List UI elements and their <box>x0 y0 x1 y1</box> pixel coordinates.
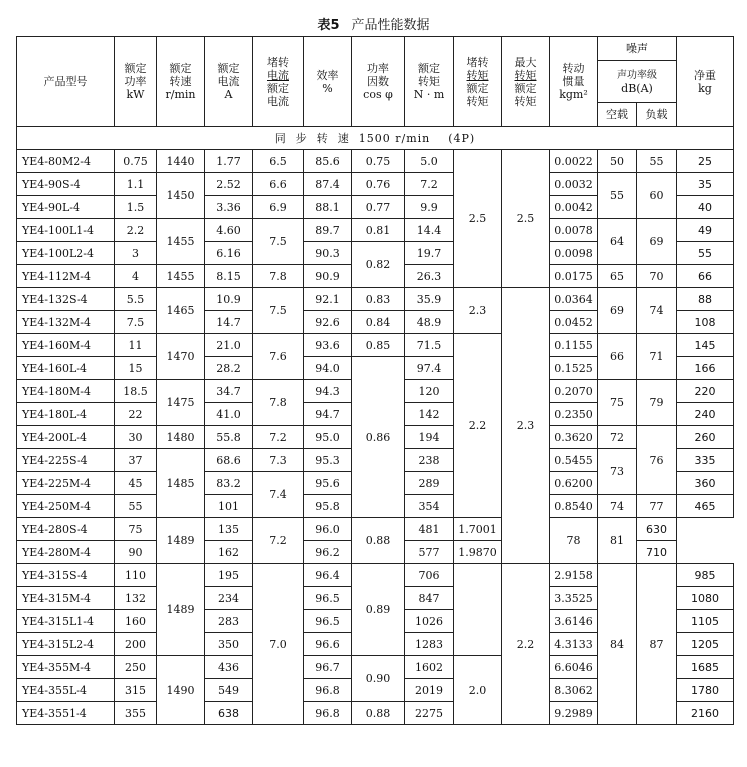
cell-speed: 1480 <box>157 426 205 449</box>
cell-inertia: 1.9870 <box>454 541 502 564</box>
cell-inertia: 6.6046 <box>550 656 598 679</box>
cell-model: YE4-160M-4 <box>17 334 115 357</box>
cell-inertia: 0.1525 <box>550 357 598 380</box>
cell-weight: 1205 <box>677 633 734 656</box>
cell-weight: 55 <box>677 242 734 265</box>
cell-inertia: 0.0364 <box>550 288 598 311</box>
cell-power: 37 <box>115 449 157 472</box>
table-row <box>17 288 734 311</box>
cell-inertia: 0.2070 <box>550 380 598 403</box>
cell-model: YE4-355M-4 <box>17 656 115 679</box>
cell-weight: 1080 <box>677 587 734 610</box>
cell-torque: 577 <box>405 541 454 564</box>
cell-efficiency: 92.1 <box>304 288 352 311</box>
cell-noise-load: 74 <box>637 288 677 334</box>
cell-noise-idle: 78 <box>550 518 598 564</box>
cell-current: 14.7 <box>205 311 253 334</box>
cell-inertia: 0.0098 <box>550 242 598 265</box>
cell-model: YE4-100L2-4 <box>17 242 115 265</box>
cell-efficiency: 96.0 <box>304 518 352 541</box>
cell-efficiency: 96.4 <box>304 564 352 587</box>
cell-weight: 25 <box>677 150 734 173</box>
cell-inertia: 9.2989 <box>550 702 598 725</box>
cell-inertia: 0.5455 <box>550 449 598 472</box>
cell-weight: 220 <box>677 380 734 403</box>
cell-weight: 49 <box>677 219 734 242</box>
header-inertia: 转动 惯量 kgm² <box>550 37 598 127</box>
cell-locked-current: 6.5 <box>253 150 304 173</box>
cell-current: 34.7 <box>205 380 253 403</box>
cell-weight: 108 <box>677 311 734 334</box>
cell-inertia: 0.0175 <box>550 265 598 288</box>
cell-speed: 1490 <box>157 656 205 725</box>
cell-inertia: 0.0032 <box>550 173 598 196</box>
cell-locked-current: 7.5 <box>253 219 304 265</box>
cell-inertia: 0.6200 <box>550 472 598 495</box>
cell-power-factor: 0.89 <box>352 564 405 656</box>
cell-current: 83.2 <box>205 472 253 495</box>
cell-noise-idle: 84 <box>598 564 637 725</box>
cell-weight: 35 <box>677 173 734 196</box>
cell-torque: 289 <box>405 472 454 495</box>
cell-current: 101 <box>205 495 253 518</box>
cell-efficiency: 85.6 <box>304 150 352 173</box>
cell-current: 195 <box>205 564 253 587</box>
cell-efficiency: 96.2 <box>304 541 352 564</box>
cell-torque: 142 <box>405 403 454 426</box>
cell-model: YE4-315S-4 <box>17 564 115 587</box>
cell-current: 4.60 <box>205 219 253 242</box>
header-power-factor: 功率 因数 cos φ <box>352 37 405 127</box>
cell-locked-torque <box>454 564 502 656</box>
cell-efficiency: 96.6 <box>304 633 352 656</box>
cell-locked-current: 7.2 <box>253 518 304 564</box>
cell-model: YE4-280S-4 <box>17 518 115 541</box>
cell-model: YE4-132S-4 <box>17 288 115 311</box>
cell-speed: 1455 <box>157 219 205 265</box>
cell-locked-current: 7.0 <box>253 564 304 725</box>
cell-efficiency: 95.8 <box>304 495 352 518</box>
cell-torque: 481 <box>405 518 454 541</box>
cell-speed: 1485 <box>157 449 205 518</box>
cell-torque: 14.4 <box>405 219 454 242</box>
cell-weight: 1780 <box>677 679 734 702</box>
header-torque: 额定 转矩 N · m <box>405 37 454 127</box>
cell-weight: 240 <box>677 403 734 426</box>
cell-model: YE4-315L1-4 <box>17 610 115 633</box>
cell-current: 1.77 <box>205 150 253 173</box>
header-model: 产品型号 <box>17 37 115 127</box>
cell-speed: 1440 <box>157 150 205 173</box>
cell-power-factor: 0.84 <box>352 311 405 334</box>
cell-power: 2.2 <box>115 219 157 242</box>
cell-max-torque: 2.2 <box>502 564 550 725</box>
cell-locked-current: 7.5 <box>253 288 304 334</box>
cell-power-factor: 0.81 <box>352 219 405 242</box>
cell-model: YE4-315L2-4 <box>17 633 115 656</box>
cell-inertia: 3.3525 <box>550 587 598 610</box>
cell-noise-load: 69 <box>637 219 677 265</box>
cell-model: YE4-100L1-4 <box>17 219 115 242</box>
cell-torque: 120 <box>405 380 454 403</box>
cell-locked-torque: 2.5 <box>454 150 502 288</box>
cell-efficiency: 96.8 <box>304 702 352 725</box>
cell-weight: 335 <box>677 449 734 472</box>
cell-current: 55.8 <box>205 426 253 449</box>
table-row <box>17 518 734 541</box>
cell-power: 132 <box>115 587 157 610</box>
header-noise-idle: 空载 <box>598 103 637 127</box>
header-locked-torque: 堵转 转矩 额定 转矩 <box>454 37 502 127</box>
cell-model: YE4-3551-4 <box>17 702 115 725</box>
cell-weight: 260 <box>677 426 734 449</box>
cell-weight: 66 <box>677 265 734 288</box>
cell-inertia: 3.6146 <box>550 610 598 633</box>
cell-efficiency: 96.5 <box>304 610 352 633</box>
cell-model: YE4-225S-4 <box>17 449 115 472</box>
header-weight: 净重 kg <box>677 37 734 127</box>
cell-current: 135 <box>205 518 253 541</box>
cell-noise-idle: 75 <box>598 380 637 426</box>
cell-inertia: 0.1155 <box>550 334 598 357</box>
cell-power: 18.5 <box>115 380 157 403</box>
cell-power-factor: 0.85 <box>352 334 405 357</box>
table-row <box>17 173 734 196</box>
cell-locked-current: 7.8 <box>253 265 304 288</box>
cell-inertia: 0.0042 <box>550 196 598 219</box>
header-power: 额定 功率 kW <box>115 37 157 127</box>
cell-model: YE4-200L-4 <box>17 426 115 449</box>
cell-torque: 1602 <box>405 656 454 679</box>
cell-efficiency: 87.4 <box>304 173 352 196</box>
cell-model: YE4-90S-4 <box>17 173 115 196</box>
cell-weight: 2160 <box>677 702 734 725</box>
cell-efficiency: 95.0 <box>304 426 352 449</box>
cell-current: 41.0 <box>205 403 253 426</box>
header-efficiency: 效率 % <box>304 37 352 127</box>
cell-torque: 97.4 <box>405 357 454 380</box>
cell-efficiency: 88.1 <box>304 196 352 219</box>
cell-efficiency: 92.6 <box>304 311 352 334</box>
table-row <box>17 564 734 587</box>
cell-model: YE4-112M-4 <box>17 265 115 288</box>
cell-torque: 847 <box>405 587 454 610</box>
cell-power-factor: 0.90 <box>352 656 405 702</box>
cell-speed: 1450 <box>157 173 205 219</box>
cell-torque: 238 <box>405 449 454 472</box>
cell-inertia: 2.9158 <box>550 564 598 587</box>
cell-power-factor: 0.88 <box>352 702 405 725</box>
cell-model: YE4-180L-4 <box>17 403 115 426</box>
cell-model: YE4-250M-4 <box>17 495 115 518</box>
cell-weight: 985 <box>677 564 734 587</box>
cell-efficiency: 95.6 <box>304 472 352 495</box>
performance-table <box>16 36 734 725</box>
cell-efficiency: 94.3 <box>304 380 352 403</box>
cell-speed: 1465 <box>157 288 205 334</box>
cell-weight: 1105 <box>677 610 734 633</box>
cell-torque: 7.2 <box>405 173 454 196</box>
cell-efficiency: 89.7 <box>304 219 352 242</box>
cell-power: 110 <box>115 564 157 587</box>
cell-efficiency: 95.3 <box>304 449 352 472</box>
cell-efficiency: 90.9 <box>304 265 352 288</box>
cell-max-torque: 2.3 <box>502 288 550 564</box>
cell-noise-load: 87 <box>637 564 677 725</box>
cell-power: 315 <box>115 679 157 702</box>
cell-weight: 88 <box>677 288 734 311</box>
cell-model: YE4-80M2-4 <box>17 150 115 173</box>
cell-weight: 1685 <box>677 656 734 679</box>
cell-weight: 630 <box>637 518 677 541</box>
cell-speed: 1489 <box>157 518 205 564</box>
table-caption <box>0 14 747 33</box>
cell-weight: 145 <box>677 334 734 357</box>
cell-torque: 5.0 <box>405 150 454 173</box>
cell-model: YE4-315M-4 <box>17 587 115 610</box>
cell-current: 6.16 <box>205 242 253 265</box>
cell-power-factor: 0.82 <box>352 242 405 288</box>
cell-efficiency: 90.3 <box>304 242 352 265</box>
cell-current: 2.52 <box>205 173 253 196</box>
cell-torque: 19.7 <box>405 242 454 265</box>
cell-noise-idle: 65 <box>598 265 637 288</box>
cell-locked-current: 7.6 <box>253 334 304 380</box>
cell-power: 200 <box>115 633 157 656</box>
cell-model: YE4-160L-4 <box>17 357 115 380</box>
cell-weight: 465 <box>677 495 734 518</box>
cell-speed: 1455 <box>157 265 205 288</box>
cell-locked-torque: 2.2 <box>454 334 502 518</box>
cell-torque: 194 <box>405 426 454 449</box>
cell-torque: 48.9 <box>405 311 454 334</box>
cell-current: 21.0 <box>205 334 253 357</box>
cell-model: YE4-355L-4 <box>17 679 115 702</box>
cell-locked-torque: 2.3 <box>454 288 502 334</box>
cell-current: 350 <box>205 633 253 656</box>
cell-weight: 166 <box>677 357 734 380</box>
cell-speed: 1489 <box>157 564 205 656</box>
cell-efficiency: 93.6 <box>304 334 352 357</box>
cell-torque: 1026 <box>405 610 454 633</box>
table-title: 产品性能数据 <box>351 18 430 33</box>
cell-noise-idle: 72 <box>598 426 637 449</box>
cell-efficiency: 94.0 <box>304 357 352 380</box>
cell-torque: 354 <box>405 495 454 518</box>
cell-efficiency: 96.7 <box>304 656 352 679</box>
cell-model: YE4-132M-4 <box>17 311 115 334</box>
table-row <box>17 334 734 357</box>
cell-power: 11 <box>115 334 157 357</box>
cell-locked-current: 7.8 <box>253 380 304 426</box>
cell-inertia: 0.0022 <box>550 150 598 173</box>
cell-torque: 9.9 <box>405 196 454 219</box>
cell-current: 10.9 <box>205 288 253 311</box>
cell-noise-load: 70 <box>637 265 677 288</box>
cell-power: 4 <box>115 265 157 288</box>
cell-efficiency: 94.7 <box>304 403 352 426</box>
cell-power: 5.5 <box>115 288 157 311</box>
cell-locked-current: 7.2 <box>253 426 304 449</box>
cell-noise-load: 81 <box>598 518 637 564</box>
cell-model: YE4-180M-4 <box>17 380 115 403</box>
cell-noise-load: 79 <box>637 380 677 426</box>
cell-power: 22 <box>115 403 157 426</box>
cell-power-factor: 0.76 <box>352 173 405 196</box>
cell-inertia: 1.7001 <box>454 518 502 541</box>
header-max-torque: 最大 转矩 额定 转矩 <box>502 37 550 127</box>
cell-power: 15 <box>115 357 157 380</box>
cell-power-factor: 0.83 <box>352 288 405 311</box>
cell-current: 638 <box>205 702 253 725</box>
cell-torque: 2019 <box>405 679 454 702</box>
cell-noise-idle: 69 <box>598 288 637 334</box>
section-header: 同 步 转 速 1500 r/min (4P) <box>17 127 734 150</box>
table-number: 表5 <box>317 18 340 33</box>
cell-power: 90 <box>115 541 157 564</box>
cell-locked-current: 7.3 <box>253 449 304 472</box>
table-row <box>17 219 734 242</box>
cell-locked-current: 7.4 <box>253 472 304 518</box>
cell-efficiency: 96.5 <box>304 587 352 610</box>
cell-torque: 26.3 <box>405 265 454 288</box>
cell-model: YE4-280M-4 <box>17 541 115 564</box>
cell-inertia: 0.0078 <box>550 219 598 242</box>
cell-power: 30 <box>115 426 157 449</box>
cell-power-factor: 0.86 <box>352 357 405 518</box>
table-row <box>17 150 734 173</box>
cell-power: 355 <box>115 702 157 725</box>
header-current: 额定 电流 A <box>205 37 253 127</box>
cell-locked-torque: 2.0 <box>454 656 502 725</box>
cell-noise-idle: 64 <box>598 219 637 265</box>
cell-torque: 1283 <box>405 633 454 656</box>
cell-locked-current: 6.6 <box>253 173 304 196</box>
cell-noise-load: 76 <box>637 426 677 495</box>
cell-torque: 2275 <box>405 702 454 725</box>
cell-model: YE4-90L-4 <box>17 196 115 219</box>
cell-inertia: 4.3133 <box>550 633 598 656</box>
cell-current: 8.15 <box>205 265 253 288</box>
cell-current: 283 <box>205 610 253 633</box>
cell-torque: 35.9 <box>405 288 454 311</box>
cell-power: 250 <box>115 656 157 679</box>
cell-noise-load: 77 <box>637 495 677 518</box>
cell-max-torque: 2.5 <box>502 150 550 288</box>
cell-power: 45 <box>115 472 157 495</box>
cell-power: 3 <box>115 242 157 265</box>
cell-noise-load: 55 <box>637 150 677 173</box>
cell-noise-idle: 73 <box>598 449 637 495</box>
cell-weight: 40 <box>677 196 734 219</box>
cell-noise-load: 60 <box>637 173 677 219</box>
cell-noise-idle: 50 <box>598 150 637 173</box>
cell-inertia: 0.3620 <box>550 426 598 449</box>
cell-speed: 1470 <box>157 334 205 380</box>
header-noise-load: 负载 <box>637 103 677 127</box>
cell-noise-load: 71 <box>637 334 677 380</box>
header-locked-current: 堵转 电流 额定 电流 <box>253 37 304 127</box>
cell-current: 436 <box>205 656 253 679</box>
cell-noise-idle: 74 <box>598 495 637 518</box>
cell-power: 1.1 <box>115 173 157 196</box>
header-noise-sub: 声功率级 dB(A) <box>598 61 677 103</box>
cell-inertia: 8.3062 <box>550 679 598 702</box>
cell-weight: 710 <box>637 541 677 564</box>
cell-current: 549 <box>205 679 253 702</box>
cell-efficiency: 96.8 <box>304 679 352 702</box>
header-speed: 额定 转速 r/min <box>157 37 205 127</box>
header-noise: 噪声 <box>598 37 677 61</box>
cell-locked-current: 6.9 <box>253 196 304 219</box>
cell-power: 75 <box>115 518 157 541</box>
cell-power-factor: 0.75 <box>352 150 405 173</box>
cell-power: 160 <box>115 610 157 633</box>
cell-power: 0.75 <box>115 150 157 173</box>
cell-torque: 706 <box>405 564 454 587</box>
cell-noise-idle: 66 <box>598 334 637 380</box>
cell-inertia: 0.0452 <box>550 311 598 334</box>
cell-current: 28.2 <box>205 357 253 380</box>
cell-weight: 360 <box>677 472 734 495</box>
cell-torque: 71.5 <box>405 334 454 357</box>
cell-noise-idle: 55 <box>598 173 637 219</box>
cell-inertia: 0.8540 <box>550 495 598 518</box>
cell-current: 68.6 <box>205 449 253 472</box>
cell-current: 234 <box>205 587 253 610</box>
cell-power: 7.5 <box>115 311 157 334</box>
cell-power-factor: 0.77 <box>352 196 405 219</box>
cell-model: YE4-225M-4 <box>17 472 115 495</box>
cell-speed: 1475 <box>157 380 205 426</box>
cell-power-factor: 0.88 <box>352 518 405 564</box>
cell-power: 55 <box>115 495 157 518</box>
cell-power: 1.5 <box>115 196 157 219</box>
cell-inertia: 0.2350 <box>550 403 598 426</box>
cell-current: 3.36 <box>205 196 253 219</box>
cell-current: 162 <box>205 541 253 564</box>
